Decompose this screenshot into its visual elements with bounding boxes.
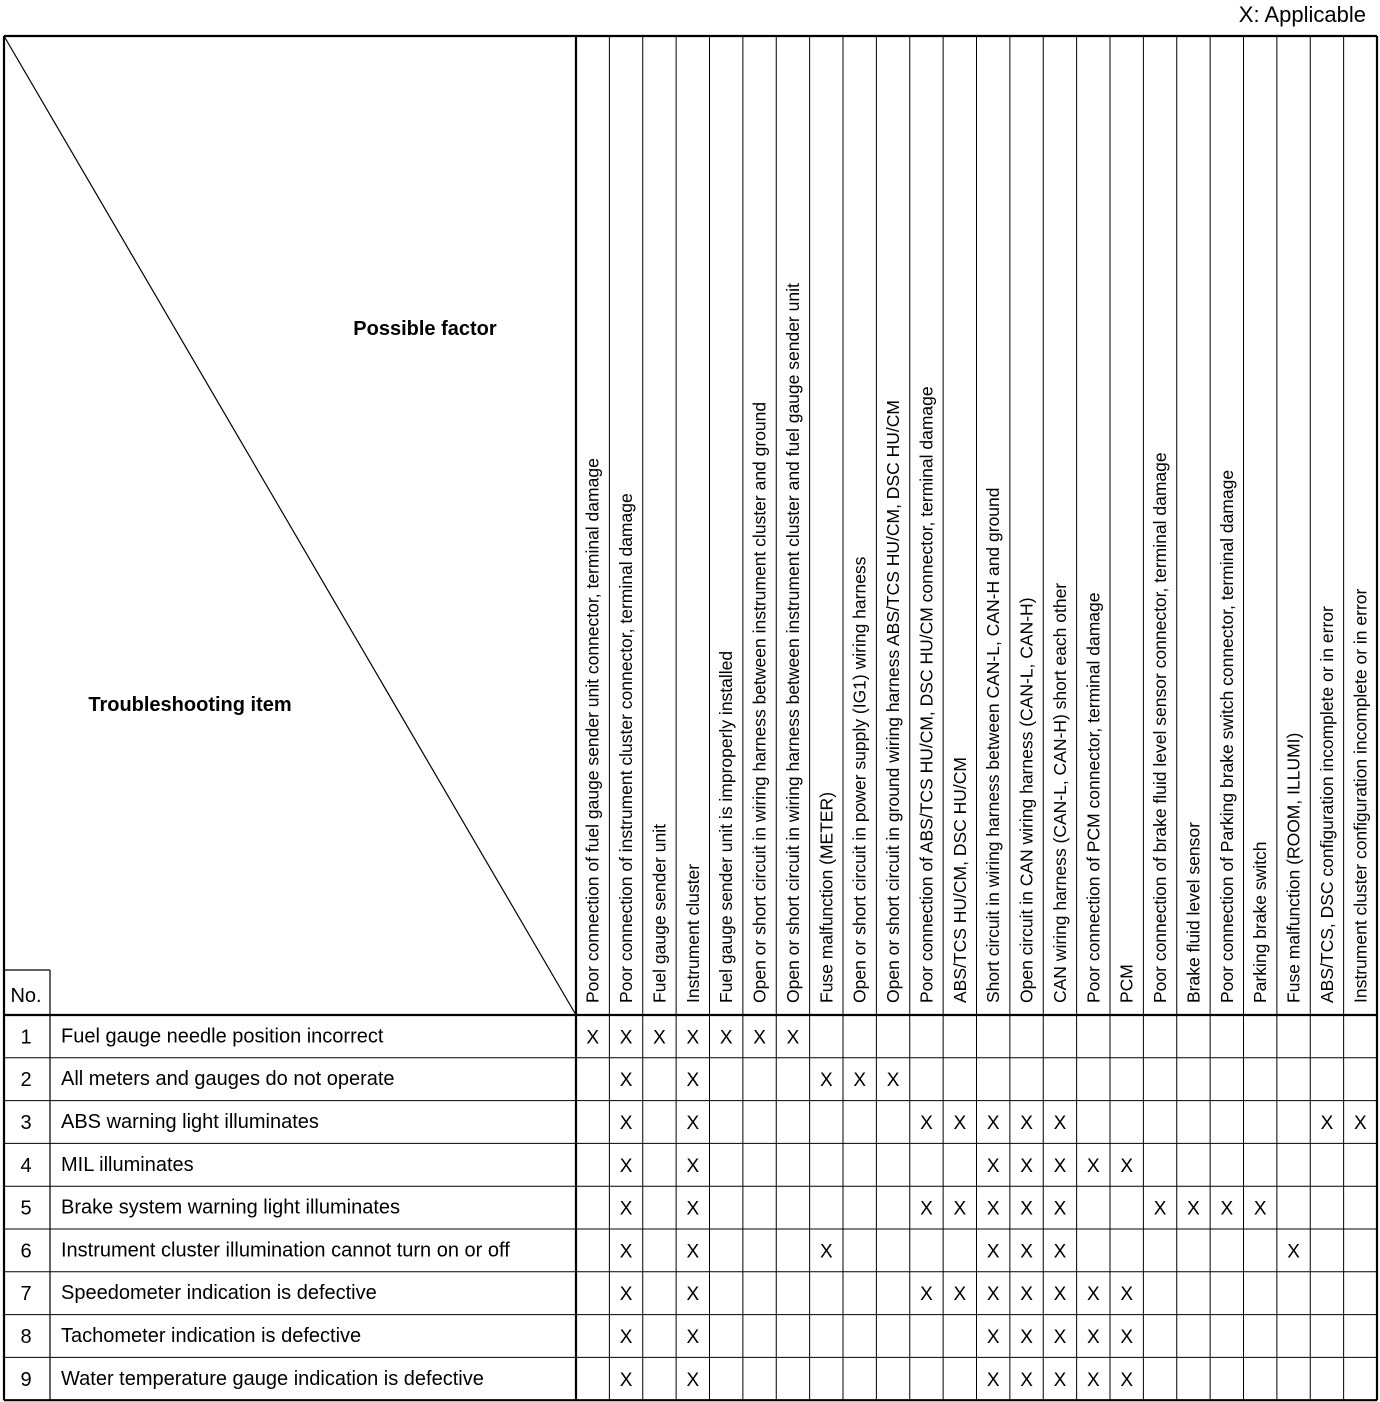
factor-header: Fuse malfunction (ROOM, ILLUMI) bbox=[1283, 732, 1304, 1003]
applicable-mark: X bbox=[1086, 1284, 1100, 1306]
applicable-legend: X: Applicable bbox=[1238, 2, 1366, 27]
applicable-mark: X bbox=[619, 1027, 633, 1049]
applicable-mark: X bbox=[686, 1241, 700, 1263]
applicable-mark: X bbox=[1120, 1369, 1134, 1391]
applicable-mark: X bbox=[786, 1027, 800, 1049]
applicable-mark: X bbox=[1053, 1284, 1067, 1306]
factor-header: PCM bbox=[1116, 964, 1137, 1003]
applicable-mark: X bbox=[1353, 1113, 1367, 1134]
applicable-mark: X bbox=[686, 1369, 700, 1391]
applicable-mark: X bbox=[1120, 1327, 1134, 1348]
applicable-mark: X bbox=[686, 1284, 700, 1306]
factor-header: ABS/TCS HU/CM, DSC HU/CM bbox=[949, 757, 970, 1003]
troubleshooting-item: MIL illuminates bbox=[61, 1153, 194, 1176]
troubleshooting-item: Water temperature gauge indication is defective bbox=[61, 1367, 484, 1390]
troubleshooting-item: ABS warning light illuminates bbox=[61, 1111, 319, 1133]
applicable-mark: X bbox=[1187, 1198, 1200, 1220]
applicable-mark: X bbox=[686, 1027, 700, 1049]
applicable-mark: X bbox=[986, 1113, 1000, 1134]
factor-header: CAN wiring harness (CAN-L, CAN-H) short each other bbox=[1049, 582, 1070, 1003]
row-number: 1 bbox=[20, 1026, 32, 1049]
applicable-mark: X bbox=[619, 1155, 633, 1177]
applicable-mark: X bbox=[1287, 1241, 1300, 1263]
factor-header: Open or short circuit in power supply (IG1) wiring harness bbox=[849, 556, 870, 1003]
table-grid bbox=[4, 36, 1377, 1400]
applicable-mark: X bbox=[920, 1198, 933, 1220]
factor-header: Open or short circuit in ground wiring harness ABS/TCS HU/CM, DSC HU/CM bbox=[883, 400, 904, 1003]
row-number: 5 bbox=[20, 1197, 32, 1220]
applicable-mark: X bbox=[953, 1284, 967, 1306]
applicable-mark: X bbox=[953, 1113, 967, 1134]
applicable-mark: X bbox=[586, 1027, 600, 1049]
applicable-mark: X bbox=[1053, 1369, 1067, 1391]
applicable-mark: X bbox=[1020, 1327, 1033, 1348]
applicable-mark: X bbox=[686, 1070, 700, 1092]
troubleshooting-item: Tachometer indication is defective bbox=[61, 1325, 362, 1347]
row-number: 4 bbox=[20, 1154, 32, 1177]
troubleshooting-item: Brake system warning light illuminates bbox=[61, 1196, 401, 1219]
applicable-mark: X bbox=[1153, 1198, 1167, 1220]
applicable-mark: X bbox=[619, 1369, 633, 1391]
row-number: 8 bbox=[20, 1326, 32, 1348]
factor-header: Open or short circuit in wiring harness between instrument cluster and ground bbox=[749, 401, 770, 1003]
applicable-mark: X bbox=[619, 1198, 633, 1220]
troubleshooting-item: Speedometer indication is defective bbox=[61, 1282, 377, 1305]
factor-header: Fuel gauge sender unit bbox=[649, 823, 670, 1003]
row-number: 3 bbox=[20, 1112, 32, 1134]
factor-header: Instrument cluster configuration incomplete or in error bbox=[1350, 588, 1371, 1003]
factor-header: Poor connection of Parking brake switch connector, terminal damage bbox=[1216, 469, 1237, 1003]
applicable-mark: X bbox=[1020, 1284, 1033, 1306]
applicable-mark: X bbox=[619, 1113, 633, 1134]
applicable-mark: X bbox=[986, 1327, 1000, 1348]
applicable-mark: X bbox=[1086, 1327, 1100, 1348]
factor-header: Short circuit in wiring harness between CAN-L, CAN-H and ground bbox=[983, 487, 1004, 1003]
troubleshooting-item: All meters and gauges do not operate bbox=[61, 1068, 395, 1091]
applicable-mark: X bbox=[1120, 1155, 1134, 1177]
applicable-mark: X bbox=[619, 1327, 633, 1348]
applicable-mark: X bbox=[819, 1070, 833, 1092]
applicable-mark: X bbox=[1053, 1113, 1067, 1134]
factor-header: ABS/TCS, DSC configuration incomplete or in error bbox=[1316, 606, 1337, 1003]
applicable-mark: X bbox=[986, 1155, 1000, 1177]
applicable-mark: X bbox=[986, 1198, 1000, 1220]
row-number: 9 bbox=[20, 1368, 32, 1391]
applicable-mark: X bbox=[920, 1284, 933, 1306]
applicable-mark: X bbox=[719, 1027, 733, 1049]
header-diagonal bbox=[4, 36, 576, 1015]
factor-header: Fuel gauge sender unit is improperly installed bbox=[716, 650, 737, 1003]
applicable-mark: X bbox=[1053, 1241, 1067, 1263]
troubleshooting-item: Instrument cluster illumination cannot turn on or off bbox=[61, 1239, 510, 1262]
factor-header: Poor connection of fuel gauge sender unit connector, terminal damage bbox=[582, 458, 603, 1003]
applicable-mark: X bbox=[853, 1070, 867, 1092]
applicable-mark: X bbox=[1220, 1198, 1234, 1220]
table-body bbox=[20, 1025, 1367, 1390]
applicable-mark: X bbox=[1020, 1241, 1033, 1263]
applicable-mark: X bbox=[819, 1241, 833, 1263]
applicable-mark: X bbox=[619, 1070, 633, 1092]
troubleshooting-item: Fuel gauge needle position incorrect bbox=[61, 1025, 384, 1048]
applicable-mark: X bbox=[1020, 1155, 1033, 1177]
applicable-mark: X bbox=[886, 1070, 900, 1092]
factor-header: Poor connection of instrument cluster connector, terminal damage bbox=[616, 493, 637, 1003]
row-number: 2 bbox=[20, 1069, 32, 1092]
applicable-mark: X bbox=[1086, 1155, 1100, 1177]
applicable-mark: X bbox=[986, 1369, 1000, 1391]
applicable-mark: X bbox=[986, 1241, 1000, 1263]
applicable-mark: X bbox=[920, 1113, 933, 1134]
factor-header: Poor connection of ABS/TCS HU/CM, DSC HU/CM connector, terminal damage bbox=[916, 386, 937, 1003]
applicable-mark: X bbox=[653, 1027, 666, 1049]
applicable-mark: X bbox=[1086, 1369, 1100, 1391]
applicable-mark: X bbox=[753, 1027, 766, 1049]
factor-header: Poor connection of PCM connector, terminal damage bbox=[1083, 592, 1104, 1003]
applicable-mark: X bbox=[1120, 1284, 1134, 1306]
applicable-mark: X bbox=[686, 1327, 700, 1348]
applicable-mark: X bbox=[1020, 1113, 1033, 1134]
factor-header: Open circuit in CAN wiring harness (CAN-L, CAN-H) bbox=[1016, 597, 1037, 1003]
applicable-mark: X bbox=[686, 1155, 700, 1177]
applicable-mark: X bbox=[619, 1284, 633, 1306]
factor-header: Parking brake switch bbox=[1250, 841, 1271, 1003]
factor-header: Brake fluid level sensor bbox=[1183, 822, 1204, 1003]
applicable-mark: X bbox=[1253, 1198, 1267, 1220]
row-number: 7 bbox=[20, 1283, 32, 1306]
applicable-mark: X bbox=[686, 1113, 700, 1134]
factor-header: Poor connection of brake fluid level sensor connector, terminal damage bbox=[1150, 452, 1171, 1003]
applicable-mark: X bbox=[953, 1198, 967, 1220]
applicable-mark: X bbox=[1053, 1327, 1067, 1348]
applicable-mark: X bbox=[619, 1241, 633, 1263]
applicable-mark: X bbox=[1320, 1113, 1334, 1134]
applicable-mark: X bbox=[1020, 1198, 1033, 1220]
no-column-header: No. bbox=[10, 985, 42, 1007]
applicable-mark: X bbox=[1020, 1369, 1033, 1391]
applicable-mark: X bbox=[1053, 1155, 1067, 1177]
factor-header: Instrument cluster bbox=[682, 863, 703, 1003]
troubleshooting-item-label: Troubleshooting item bbox=[88, 694, 292, 716]
applicable-mark: X bbox=[686, 1198, 700, 1220]
applicable-mark: X bbox=[986, 1284, 1000, 1306]
factor-header: Fuse malfunction (METER) bbox=[816, 791, 837, 1003]
applicable-mark: X bbox=[1053, 1198, 1067, 1220]
factor-header: Open or short circuit in wiring harness between instrument cluster and fuel gauge sender unit bbox=[782, 283, 803, 1003]
row-number: 6 bbox=[20, 1240, 32, 1263]
possible-factor-label: Possible factor bbox=[353, 318, 497, 340]
